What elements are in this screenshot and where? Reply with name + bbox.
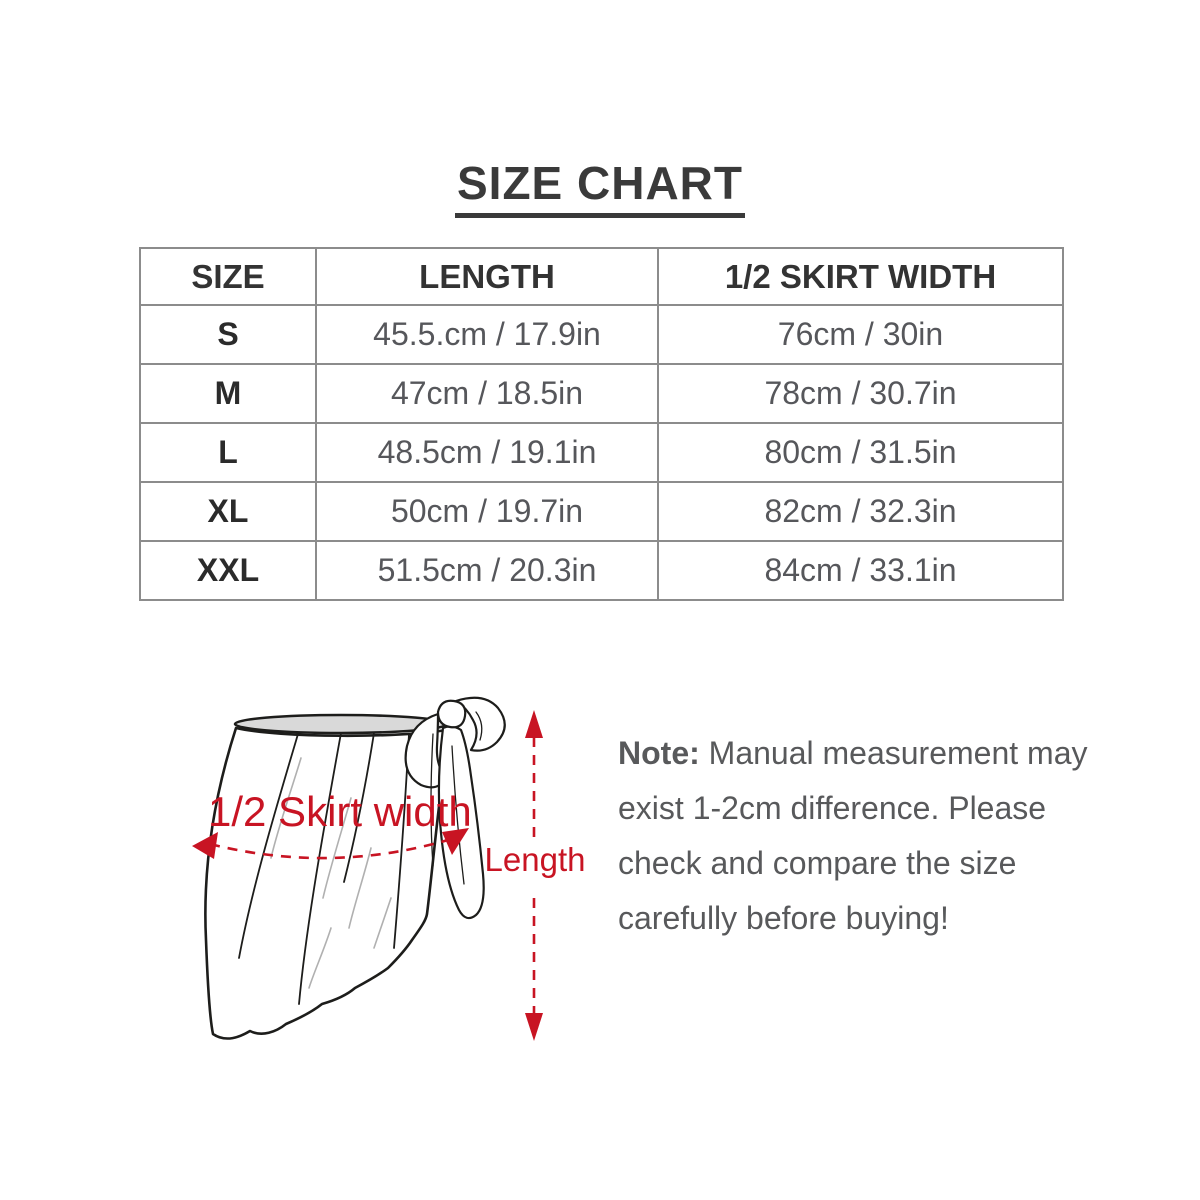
col-header-size: SIZE [140, 248, 316, 305]
page-title-row [0, 157, 1200, 218]
note-label: Note: [618, 735, 700, 771]
table-header-row [140, 248, 1063, 305]
arrow-down-icon [525, 1013, 543, 1041]
length-value: 48.5cm / 19.1in [316, 423, 658, 482]
size-value: L [140, 423, 316, 482]
table-row [140, 482, 1063, 541]
half-skirt-width-label: 1/2 Skirt width [208, 788, 472, 835]
size-value: XXL [140, 541, 316, 600]
length-value: 50cm / 19.7in [316, 482, 658, 541]
skirt-measurement-diagram [180, 688, 610, 1063]
table-row [140, 541, 1063, 600]
note-line-4: carefully before buying! [618, 900, 949, 936]
half-width-value: 76cm / 30in [658, 305, 1063, 364]
half-width-value: 82cm / 32.3in [658, 482, 1063, 541]
note-line-1 [618, 726, 1098, 781]
half-width-value: 84cm / 33.1in [658, 541, 1063, 600]
size-value: M [140, 364, 316, 423]
bow-knot [438, 701, 465, 728]
table-row [140, 305, 1063, 364]
note-text [618, 726, 1098, 946]
length-value: 45.5.cm / 17.9in [316, 305, 658, 364]
arrow-up-icon [525, 710, 543, 738]
table-row [140, 364, 1063, 423]
table-row [140, 423, 1063, 482]
note-line-1-rest: Manual measurement may [699, 735, 1088, 771]
size-value: S [140, 305, 316, 364]
arrow-left-icon [192, 832, 218, 859]
col-header-half-skirt-width: 1/2 SKIRT WIDTH [658, 248, 1063, 305]
half-width-value: 80cm / 31.5in [658, 423, 1063, 482]
length-label: Length [484, 841, 586, 878]
length-value: 47cm / 18.5in [316, 364, 658, 423]
size-value: XL [140, 482, 316, 541]
note-line-2: exist 1-2cm difference. Please [618, 790, 1047, 826]
length-value: 51.5cm / 20.3in [316, 541, 658, 600]
size-table [139, 247, 1064, 601]
note-line-3: check and compare the size [618, 845, 1017, 881]
page-title: SIZE CHART [455, 160, 745, 218]
half-width-value: 78cm / 30.7in [658, 364, 1063, 423]
col-header-length: LENGTH [316, 248, 658, 305]
